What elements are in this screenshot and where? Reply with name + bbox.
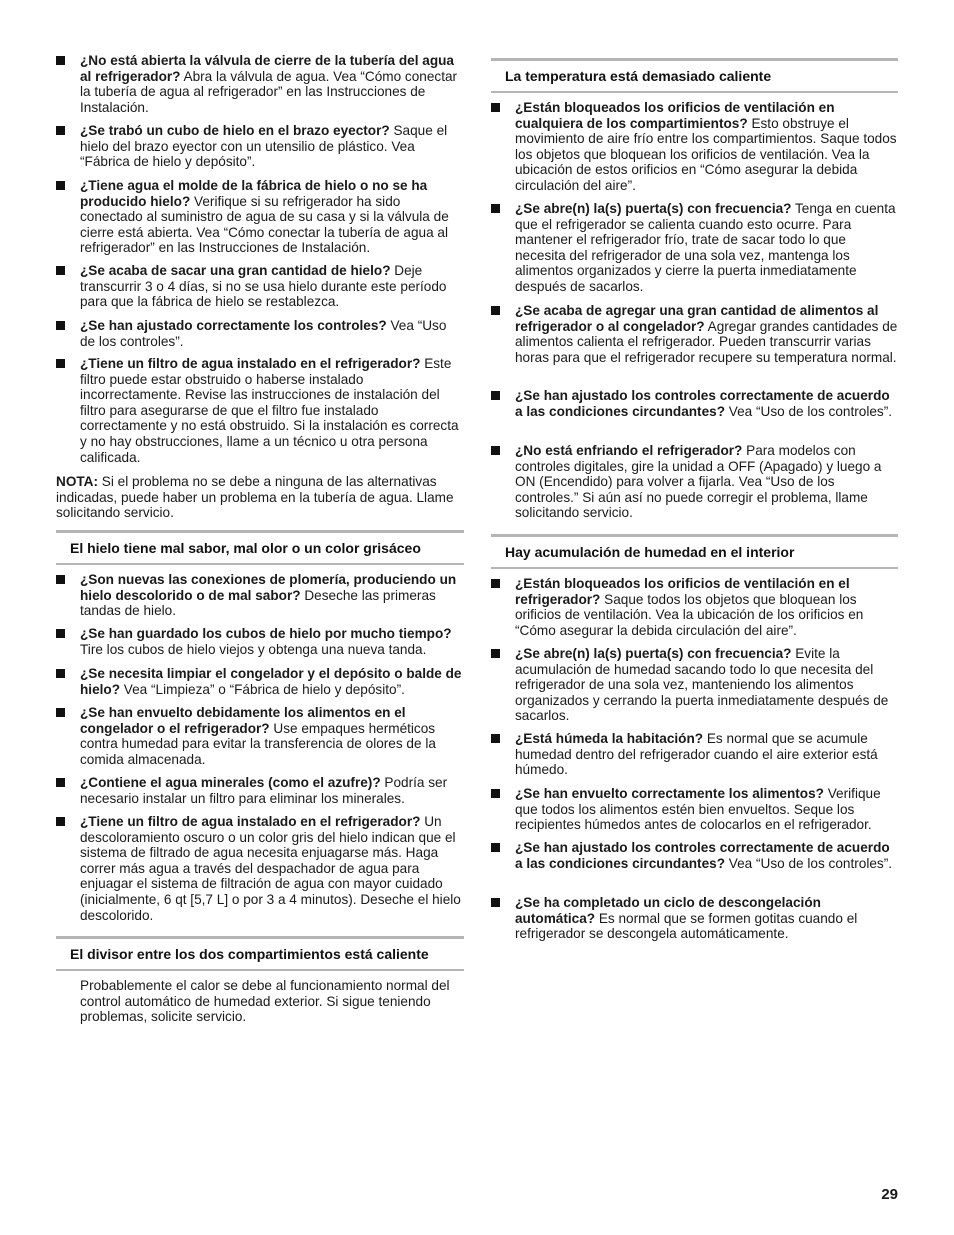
- bullet-square-icon: [491, 734, 500, 743]
- answer-text: Vea “Limpieza” o “Fábrica de hielo y depósito”.: [120, 681, 405, 697]
- question-text: ¿Está húmeda la habitación?: [515, 731, 704, 746]
- bullet-square-icon: [56, 181, 65, 190]
- answer-text: Saque el hielo del brazo eyector con un utensilio de plástico. Vea “Fábrica de hielo y depósito”.: [80, 123, 448, 170]
- bullet-square-icon: [56, 669, 65, 678]
- bullet-square-icon: [491, 204, 500, 213]
- bullet-square-icon: [491, 898, 500, 907]
- section-heading: [56, 936, 464, 971]
- answer-text: Deje transcurrir 3 o 4 días, si no se usa hielo durante este período para que la fábrica de hielo se restablezca.: [80, 263, 447, 310]
- list-item: [491, 443, 898, 521]
- bullet-square-icon: [56, 708, 65, 717]
- question-text: ¿Se abre(n) la(s) puerta(s) con frecuencia?: [515, 646, 792, 661]
- answer-text: Vea “Uso de los controles”.: [725, 403, 892, 419]
- bullet-square-icon: [56, 321, 65, 330]
- question-text: ¿Tiene agua el molde de la fábrica de hielo o no se ha producido hielo?: [80, 178, 428, 209]
- question-text: ¿Se han envuelto debidamente los alimentos en el congelador o el refrigerador?: [80, 705, 406, 736]
- answer-text: Tire los cubos de hielo viejos y obtenga una nueva tanda.: [80, 641, 427, 657]
- list-item: [56, 263, 464, 310]
- answer-text: Un descoloramiento oscuro o un color gris del hielo indican que el sistema de filtrado de agua necesita enjuagarse más. Haga correr más agua a través del despachador de agua para enjuagar el sistema de filtración de agua con mayor cuidado (inicialmente, 6 qt [5,7 L] o por 3 a 4 minutos). Deseche el hielo descolorido.: [80, 814, 461, 923]
- bullet-square-icon: [56, 575, 65, 584]
- divider-paragraph: Probablemente el calor se debe al funcionamiento normal del control automático de humedad exterior. Si sigue teniendo problemas, solicite servicio.: [80, 978, 450, 1025]
- bullet-square-icon: [56, 629, 65, 638]
- list-item: [491, 201, 898, 295]
- list-item: [56, 572, 464, 619]
- list-item: [491, 895, 898, 942]
- list-item: [56, 53, 464, 115]
- note-text: Si el problema no se debe a ninguna de las alternativas indicadas, puede haber un problema en la tubería de agua. Llame solicitando servicio.: [56, 474, 454, 521]
- question-text: ¿Están bloqueados los orificios de ventilación en el refrigerador?: [515, 576, 850, 607]
- question-text: ¿Se necesita limpiar el congelador y el depósito o balde de hielo?: [80, 666, 462, 697]
- answer-text: Evite la acumulación de humedad sacando todo lo que necesita del refrigerador de una sola vez, manteniendo los alimentos organizados y cerrando la puerta inmediatamente después de sacarlos.: [515, 646, 889, 724]
- section-heading: [491, 58, 898, 93]
- list-item: [491, 303, 898, 365]
- bullet-square-icon: [56, 817, 65, 826]
- list-item: [56, 775, 464, 806]
- bullet-square-icon: [56, 359, 65, 368]
- answer-text: Esto obstruye el movimiento de aire frío entre los compartimientos. Saque todos los objetos que bloquean los orificios de ventilación. Vea la ubicación de estos orificios en “Cómo asegurar la debida circulación del aire”.: [515, 115, 897, 193]
- list-item: [491, 786, 898, 833]
- list-item: [491, 731, 898, 778]
- list-item: [491, 576, 898, 638]
- question-text: ¿Se han guardado los cubos de hielo por mucho tiempo?: [80, 626, 452, 641]
- list-item: [56, 705, 464, 767]
- answer-text: Vea “Uso de los controles”.: [80, 318, 447, 349]
- question-text: ¿No está abierta la válvula de cierre de la tubería del agua al refrigerador?: [80, 53, 454, 84]
- note-paragraph: [56, 474, 464, 521]
- question-text: ¿No está enfriando el refrigerador?: [515, 443, 743, 458]
- question-text: ¿Se han ajustado los controles correctamente de acuerdo a las condiciones circundantes?: [515, 840, 890, 871]
- question-text: ¿Se abre(n) la(s) puerta(s) con frecuencia?: [515, 201, 792, 216]
- list-item: [491, 100, 898, 194]
- answer-text: Es normal que se formen gotitas cuando el refrigerador se descongela automáticamente.: [515, 910, 858, 942]
- question-text: ¿Están bloqueados los orificios de ventilación en cualquiera de los compartimientos?: [515, 100, 835, 131]
- question-text: ¿Se acaba de agregar una gran cantidad de alimentos al refrigerador o al congelador?: [515, 303, 879, 334]
- bullet-square-icon: [491, 306, 500, 315]
- question-text: ¿Se han ajustado correctamente los controles?: [80, 318, 387, 333]
- question-text: ¿Se han ajustado los controles correctamente de acuerdo a las condiciones circundantes?: [515, 388, 890, 419]
- list-item: [56, 178, 464, 256]
- list-item: [56, 666, 464, 697]
- answer-text: Es normal que se acumule humedad dentro del refrigerador cuando el aire exterior está húmedo.: [515, 731, 878, 778]
- bullet-square-icon: [491, 843, 500, 852]
- question-text: ¿Se han envuelto correctamente los alimentos?: [515, 786, 824, 801]
- list-item: [56, 123, 464, 170]
- list-item: [491, 388, 898, 419]
- list-item: [56, 356, 464, 465]
- question-text: ¿Son nuevas las conexiones de plomería, produciendo un hielo descolorido o de mal sabor?: [80, 572, 457, 603]
- answer-text: Abra la válvula de agua. Vea “Cómo conectar la tubería de agua al refrigerador” en las Instrucciones de Instalación.: [80, 68, 458, 115]
- answer-text: Podría ser necesario instalar un filtro para eliminar los minerales.: [80, 775, 448, 806]
- note-label: NOTA:: [56, 474, 99, 489]
- list-item: [56, 626, 464, 657]
- answer-text: Verifique que todos los alimentos estén bien envueltos. Seque los recipientes húmedos antes de colocarlos en el refrigerador.: [515, 786, 881, 833]
- section-title: El divisor entre los dos compartimientos está caliente: [70, 946, 429, 962]
- answer-text: Use empaques herméticos contra humedad para evitar la transferencia de olores de la comida almacenada.: [80, 720, 436, 767]
- bullet-square-icon: [491, 446, 500, 455]
- bullet-square-icon: [56, 266, 65, 275]
- answer-text: Agregar grandes cantidades de alimentos calienta el refrigerador. Pueden transcurrir varias horas para que el refrigerador recupere su temperatura normal.: [515, 318, 898, 365]
- bullet-square-icon: [491, 649, 500, 658]
- bullet-square-icon: [56, 56, 65, 65]
- section-title: El hielo tiene mal sabor, mal olor o un color grisáceo: [70, 540, 421, 556]
- answer-text: Deseche las primeras tandas de hielo.: [80, 587, 436, 619]
- list-item: [56, 318, 464, 349]
- list-item: [56, 814, 464, 923]
- answer-text: Saque todos los objetos que bloquean los orificios de ventilación. Vea la ubicación de los orificios en “Cómo asegurar la debida circulación del aire”.: [515, 591, 864, 638]
- bullet-square-icon: [491, 579, 500, 588]
- section-heading: [56, 530, 464, 565]
- question-text: ¿Se trabó un cubo de hielo en el brazo eyector?: [80, 123, 390, 138]
- page-number: 29: [881, 1186, 898, 1203]
- question-text: ¿Se ha completado un ciclo de descongelación automática?: [515, 895, 821, 926]
- section-heading: [491, 534, 898, 569]
- answer-text: Vea “Uso de los controles”.: [725, 855, 892, 871]
- section-title: La temperatura está demasiado caliente: [505, 68, 772, 84]
- bullet-square-icon: [491, 391, 500, 400]
- list-item: [491, 646, 898, 724]
- question-text: ¿Se acaba de sacar una gran cantidad de hielo?: [80, 263, 391, 278]
- answer-text: Para modelos con controles digitales, gire la unidad a OFF (Apagado) y luego a ON (Encendido) para volver a fijarla. Vea “Uso de los controles.” Si aún así no puede corregir el problema, llame solicitando servicio.: [515, 443, 882, 521]
- answer-text: Verifique si su refrigerador ha sido conectado al suministro de agua de su casa y si la válvula de cierre está abierta. Vea “Cómo conectar la tubería de agua al refrigerador” en las Instrucciones de Instalación.: [80, 193, 449, 256]
- bullet-square-icon: [56, 778, 65, 787]
- bullet-square-icon: [491, 103, 500, 112]
- list-item: [491, 840, 898, 871]
- section-title: Hay acumulación de humedad en el interior: [505, 544, 795, 560]
- question-text: ¿Tiene un filtro de agua instalado en el refrigerador?: [80, 814, 421, 829]
- bullet-square-icon: [491, 789, 500, 798]
- bullet-square-icon: [56, 126, 65, 135]
- question-text: ¿Tiene un filtro de agua instalado en el refrigerador?: [80, 356, 421, 371]
- answer-text: Tenga en cuenta que el refrigerador se calienta cuando esto ocurre. Para mantener el refrigerador frío, trate de sacar todo lo que necesita del refrigerador de una sola vez, mantenga los alimentos organizados y cierre la puerta inmediatamente después de sacarlos.: [515, 201, 896, 294]
- question-text: ¿Contiene el agua minerales (como el azufre)?: [80, 775, 381, 790]
- answer-text: Este filtro puede estar obstruido o haberse instalado incorrectamente. Revise las instrucciones de instalación del filtro para asegurarse de que el filtro fue instalado correctamente y no está obstruido. Si la instalación es correcta y no hay obstrucciones, llame a un técnico u otra persona calificada.: [80, 356, 459, 465]
